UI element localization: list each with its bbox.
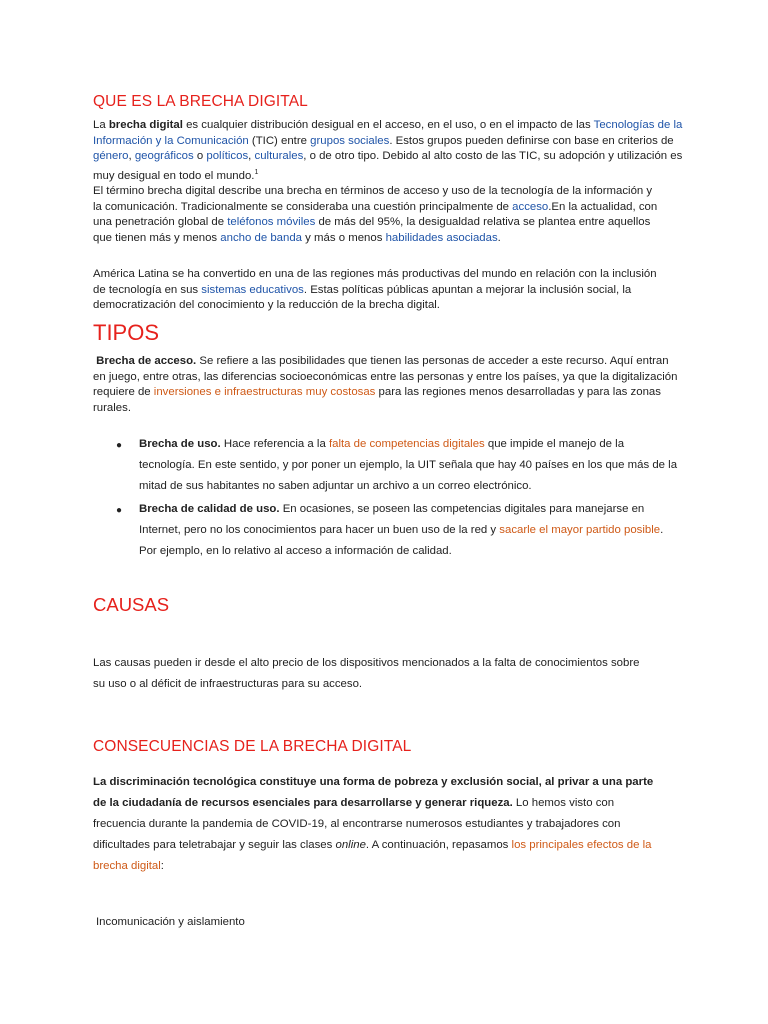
list-item-brecha-uso: Brecha de uso. Hace referencia a la falta de competencias digitales que impide el manejo de la tecnología. En este sentido, y por poner un ejemplo, la UIT señala que hay 40 países en los que más de la mitad de sus habitantes no saben adjuntar un archivo a un correo electrónico. <box>139 438 678 492</box>
link-telefonos-moviles[interactable]: teléfonos móviles <box>227 216 316 229</box>
link-inversiones[interactable]: inversiones e infraestructuras muy costosas <box>153 386 376 399</box>
paragraph-causas: Las causas pueden ir desde el alto precio de los dispositivos mencionados a la falta de conocimientos sobre su uso o al déficit de infraestructuras para su acceso. <box>93 657 640 690</box>
link-tic[interactable]: Tecnologías de la Información y la Comunicación <box>93 119 683 147</box>
link-genero[interactable]: género <box>93 150 129 163</box>
heading-que-es: QUE ES LA BRECHA DIGITAL <box>93 93 308 110</box>
link-sacarle-partido[interactable]: sacarle el mayor partido posible <box>499 524 661 536</box>
heading-consecuencias: CONSECUENCIAS DE LA BRECHA DIGITAL <box>93 738 412 755</box>
link-acceso[interactable]: acceso <box>512 200 549 213</box>
footnote-marker[interactable]: 1 <box>254 168 259 176</box>
paragraph-brecha-acceso: Brecha de acceso. Se refiere a las posibilidades que tienen las personas de acceder a este recurso. Aquí entran en juego, entre otras, las diferencias socioeconómicas entre las personas y entre los países, ya que la digitalización requiere de inversiones e infraestructuras muy costosas para las regiones menos desarrolladas y para las zonas rurales. <box>93 355 678 414</box>
bullet-marker: ● <box>116 440 123 451</box>
link-principales-efectos[interactable]: los principales efectos de la brecha digital <box>93 839 652 872</box>
link-falta-competencias[interactable]: falta de competencias digitales <box>328 438 485 450</box>
link-sistemas-educativos[interactable]: sistemas educativos <box>201 283 304 296</box>
link-politicos[interactable]: políticos <box>206 150 249 163</box>
link-grupos-sociales[interactable]: grupos sociales <box>310 134 390 147</box>
paragraph-term: El término brecha digital describe una brecha en términos de acceso y uso de la tecnología de la información y la comunicación. Tradicionalmente se consideraba una cuestión principalmente de acceso.En la actualidad, con una penetración global de teléfonos móviles de más del 95%, la desigualdad relativa se plantea entre aquellos que tienen más y menos ancho de banda y más o menos habilidades asociadas. <box>93 185 658 244</box>
paragraph-latam: América Latina se ha convertido en una de las regiones más productivas del mundo en relación con la inclusión de tecnología en sus sistemas educativos. Estas políticas públicas apuntan a mejorar la inclusión social, la democratización del conocimiento y la reducción de la brecha digital. <box>93 268 657 312</box>
paragraph-definition: La brecha digital es cualquier distribución desigual en el acceso, en el uso, o en el impacto de las Tecnologías de la Información y la Comunicación (TIC) entre grupos sociales. Estos grupos pueden definirse con base en criterios de género, geográficos o políticos, culturales, o de otro tipo. Debido al alto costo de las TIC, su adopción y utilización es muy desigual en todo el mundo.$^1$ <box>93 119 683 182</box>
link-geograficos[interactable]: geográficos <box>134 150 194 163</box>
heading-causas: CAUSAS <box>93 594 170 615</box>
heading-tipos: TIPOS <box>93 320 160 345</box>
list-item-brecha-calidad: Brecha de calidad de uso. En ocasiones, se poseen las competencias digitales para manejarse en Internet, pero no los conocimientos para hacer un buen uso de la red y sacarle el mayor partido posible. Por ejemplo, en lo relativo al acceso a información de calidad. <box>139 503 664 557</box>
paragraph-incomunicacion: Incomunicación y aislamiento <box>96 916 245 928</box>
paragraph-consecuencias: La discriminación tecnológica constituye una forma de pobreza y exclusión social, al privar a una parte de la ciudadanía de recursos esenciales para desarrollarse y generar riqueza. Lo hemos visto con frecuencia durante la pandemia de COVID-19, al encontrarse numerosos estudiantes y trabajadores con dificultades para teletrabajar y seguir las clases online. A continuación, repasamos los principales efectos de la brecha digital: <box>93 776 654 872</box>
link-culturales[interactable]: culturales <box>254 150 304 163</box>
link-ancho-de-banda[interactable]: ancho de banda <box>220 231 302 244</box>
link-habilidades-asociadas[interactable]: habilidades asociadas <box>385 231 498 244</box>
bullet-marker: ● <box>116 505 123 516</box>
